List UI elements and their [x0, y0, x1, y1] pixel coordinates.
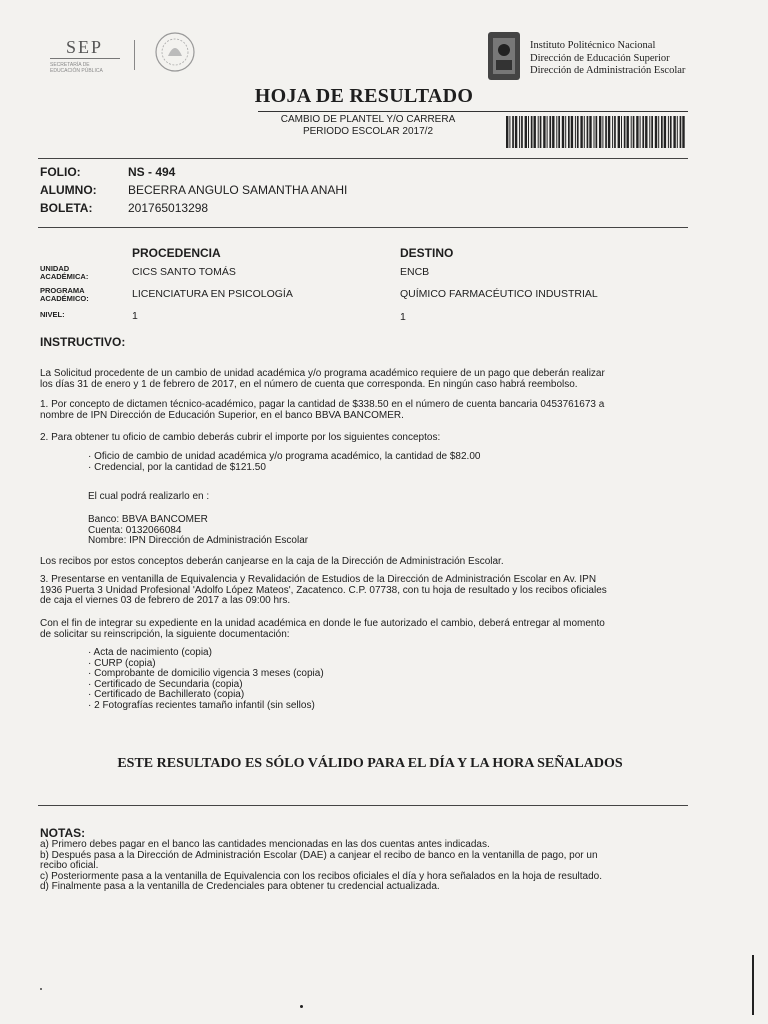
section-rule [38, 227, 688, 228]
barcode-bar [612, 116, 613, 148]
barcode-bar [655, 116, 657, 148]
barcode-bar [608, 116, 610, 148]
pay-where: El cual podrá realizarlo en : [88, 491, 210, 502]
barcode-bar [651, 116, 653, 148]
concepts-list [88, 452, 748, 473]
barcode-bar [568, 116, 570, 148]
list-item: d) Finalmente pasa a la ventanilla de Credenciales para obtener tu credencial actualizada. [40, 881, 440, 892]
document-title: HOJA DE RESULTADO [254, 85, 474, 107]
barcode-bar [602, 116, 603, 148]
barcode-bar [649, 116, 650, 148]
procedencia-header: PROCEDENCIA [132, 246, 221, 260]
nivel-label: NIVEL: [40, 310, 65, 319]
barcode-bar [515, 116, 517, 148]
barcode-bar [680, 116, 682, 148]
documents-list [88, 648, 748, 711]
barcode-bar [577, 116, 579, 148]
destino-nivel: 1 [400, 311, 406, 323]
barcode-bar [640, 116, 641, 148]
boleta-label: BOLETA: [40, 201, 93, 215]
list-item: · 2 Fotografías recientes tamaño infantil (sin sellos) [88, 699, 315, 711]
destino-header: DESTINO [400, 246, 454, 260]
barcode-bar [543, 116, 545, 148]
barcode-bar [571, 116, 573, 148]
ipn-emblem-icon [484, 30, 524, 82]
alumno-value: BECERRA ANGULO SAMANTHA ANAHI [128, 183, 348, 197]
list-item: recibo oficial. [40, 860, 99, 871]
barcode-bar [531, 116, 533, 148]
barcode-bar [642, 116, 644, 148]
barcode-bar [633, 116, 635, 148]
folio-label: FOLIO: [40, 165, 81, 179]
barcode-bar [556, 116, 557, 148]
folio-value: NS - 494 [128, 165, 176, 179]
barcode-bar [521, 116, 523, 148]
list-item: · Oficio de cambio de unidad académica y/o programa académico, la cantidad de $82.00 [88, 451, 481, 462]
barcode-bar [534, 116, 536, 148]
barcode-bar [605, 116, 607, 148]
instructions-step-1: 1. Por concepto de dictamen técnico-académico, pagar la cantidad de $338.50 en el número de cuenta bancaria 0453761673 a nombre de IPN Dirección de Educación Superior, en el banco BBVA BANCOMER. [40, 399, 605, 421]
instructivo-heading: INSTRUCTIVO: [40, 335, 126, 349]
title-rule [258, 111, 688, 112]
barcode-bar [618, 116, 620, 148]
scan-dot [40, 988, 42, 990]
barcode [506, 116, 686, 148]
mexico-seal-icon [148, 30, 202, 74]
unidad-label: UNIDAD ACADÉMICA: [40, 264, 89, 281]
barcode-bar [558, 116, 560, 148]
list-item: c) Posteriormente pasa a la ventanilla de Equivalencia con los recibos oficiales el día y hora señalados en la hoja de resultado. [40, 870, 603, 882]
barcode-bar [661, 116, 663, 148]
barcode-bar [562, 116, 564, 148]
logo-divider [134, 40, 135, 70]
barcode-bar [631, 116, 632, 148]
origen-nivel: 1 [132, 310, 138, 322]
list-item: · Certificado de Secundaria (copia) [88, 678, 243, 690]
list-item: a) Primero debes pagar en el banco las cantidades mencionadas en las dos cuentas antes indicadas. [40, 839, 490, 850]
scan-dot [300, 1005, 303, 1008]
barcode-bar [552, 116, 554, 148]
list-item: · Comprobante de domicilio vigencia 3 meses (copia) [88, 668, 324, 679]
barcode-bar [627, 116, 629, 148]
barcode-bar [596, 116, 598, 148]
destino-unidad: ENCB [400, 266, 430, 278]
barcode-bar [673, 116, 675, 148]
barcode-bar [621, 116, 622, 148]
origen-programa: LICENCIATURA EN PSICOLOGÍA [132, 288, 293, 300]
barcode-bar [682, 116, 684, 148]
notes-heading: NOTAS: [40, 826, 86, 840]
barcode-bar [547, 116, 548, 148]
barcode-bar [668, 116, 669, 148]
barcode-bar [512, 116, 514, 148]
sep-logo: SEP [66, 37, 104, 57]
barcode-bar [575, 116, 576, 148]
origen-unidad: CICS SANTO TOMÁS [132, 266, 236, 278]
barcode-bar [509, 116, 510, 148]
barcode-bar [584, 116, 585, 148]
barcode-bar [538, 116, 539, 148]
list-item: · CURP (copia) [88, 657, 156, 669]
barcode-bar [664, 116, 666, 148]
document-subtitle-2: PERIODO ESCOLAR 2017/2 [302, 126, 434, 137]
barcode-bar [636, 116, 638, 148]
barcode-bar [614, 116, 616, 148]
programa-label: PROGRAMA ACADÉMICO: [40, 286, 89, 303]
destino-programa: QUÍMICO FARMACÉUTICO INDUSTRIAL [400, 288, 598, 300]
barcode-bar [519, 116, 520, 148]
barcode-bar [624, 116, 626, 148]
list-item: · Certificado de Bachillerato (copia) [88, 689, 245, 700]
barcode-bar [565, 116, 566, 148]
barcode-bar [506, 116, 508, 148]
institution-lines [530, 40, 685, 78]
notes-list [40, 840, 700, 893]
barcode-bar [594, 116, 595, 148]
instructions-step-2: 2. Para obtener tu oficio de cambio deberás cubrir el importe por los siguientes conceptos: [40, 432, 441, 443]
scan-edge-mark [752, 955, 754, 1015]
list-item: b) Después pasa a la Dirección de Administración Escolar (DAE) a canjear el recibo de banco en la ventanilla de pago, por un [40, 849, 598, 861]
list-item: · Credencial, por la cantidad de $121.50 [88, 461, 266, 473]
barcode-bar [645, 116, 647, 148]
institution-line-3: Dirección de Administración Escolar [530, 65, 686, 76]
validity-notice: ESTE RESULTADO ES SÓLO VÁLIDO PARA EL DÍA Y LA HORA SEÑALADOS [117, 756, 623, 771]
institution-line-2: Dirección de Educación Superior [530, 52, 670, 64]
barcode-bar [525, 116, 527, 148]
sep-logo-subtext: SECRETARÍA DE EDUCACIÓN PÚBLICA [50, 62, 103, 74]
receipts-note: Los recibos por estos conceptos deberán canjearse en la caja de la Dirección de Administración Escolar. [40, 556, 504, 567]
barcode-bar [670, 116, 672, 148]
barcode-bar [580, 116, 582, 148]
barcode-bar [528, 116, 529, 148]
list-item: · Acta de nacimiento (copia) [88, 647, 212, 658]
section-rule [38, 158, 688, 159]
barcode-bar [540, 116, 542, 148]
barcode-bar [677, 116, 678, 148]
bank-details: Banco: BBVA BANCOMER Cuenta: 0132066084 Nombre: IPN Dirección de Administración Escolar [88, 514, 309, 546]
barcode-bar [549, 116, 551, 148]
barcode-bar [589, 116, 591, 148]
instructions-step-3: 3. Presentarse en ventanilla de Equivalencia y Revalidación de Estudios de la Dirección de Administración Escolar en Av. IPN 1936 Puerta 3 Unidad Profesional 'Adolfo López Mateos', Zacatenco. C.P. 07738, con tu hoja de resultado y los recibos oficiales de caja el viernes 03 de febrero de 2017 a las 09:00 hrs. [40, 574, 607, 606]
document-subtitle-1: CAMBIO DE PLANTEL Y/O CARRERA [280, 114, 456, 125]
section-rule [38, 805, 688, 806]
barcode-bar [599, 116, 601, 148]
instructions-intro: La Solicitud procedente de un cambio de unidad académica y/o programa académico requiere de un pago que deberán realizar los días 31 de enero y 1 de febrero de 2017, en el número de cuenta que corresponda. En ningún caso habrá reembolso. [40, 368, 605, 390]
sep-logo-rule [50, 58, 120, 59]
barcode-bar [658, 116, 659, 148]
alumno-label: ALUMNO: [40, 183, 97, 197]
barcode-bar [587, 116, 589, 148]
institution-line-1: Instituto Politécnico Nacional [530, 40, 656, 51]
documents-intro: Con el fin de integrar su expediente en la unidad académica en donde le fue autorizado el cambio, deberá entregar al momento de solicitar su reinscripción, la siguiente documentación: [40, 618, 605, 640]
boleta-value: 201765013298 [128, 201, 209, 215]
